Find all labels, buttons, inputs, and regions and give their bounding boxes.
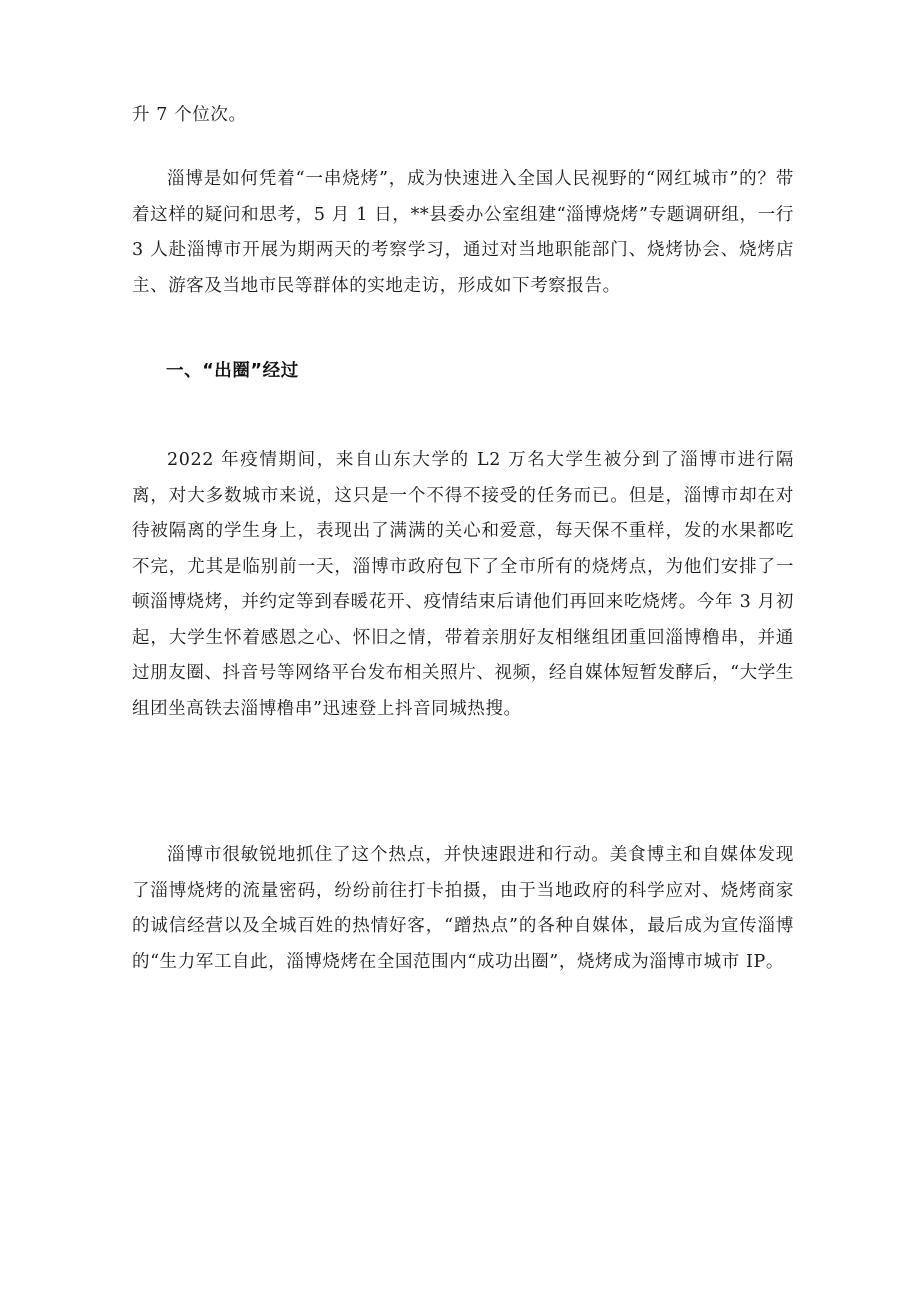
body-paragraph: 2022 年疫情期间，来自山东大学的 L2 万名大学生被分到了淄博市进行隔离，对大多数城市来说，这只是一个不得不接受的任务而已。但是，淄博市却在对待被隔离的学生身上，表现出了满满的关心和爱意，每天保不重样，发的水果都吃不完，尤其是临别前一天，淄博市政府包下了全市所有的烧烤点，为他们安排了一顿淄博烧烤，并约定等到春暖花开、疫情结束后请他们再回来吃烧烤。今年 3 月初起，大学生怀着感恩之心、怀旧之情，带着亲朋好友相继组团重回淄博橹串，并通过朋友圈、抖音号等网络平台发布相关照片、视频，经自媒体短暂发酵后，“大学生组团坐高铁去淄博橹串”迅速登上抖音同城热搜。 <box>132 450 794 719</box>
body-paragraph: 淄博市很敏锐地抓住了这个热点，并快速跟进和行动。美食博主和自媒体发现了淄博烧烤的流量密码，纷纷前往打卡拍摄，由于当地政府的科学应对、烧烤商家的诚信经营以及全城百姓的热情好客，“蹭热点”的各种自媒体，最后成为宣传淄博的“生力军工自此，淄博烧烤在全国范围内“成功出圈”，烧烤成为淄博市城市 IP。 <box>132 845 794 972</box>
continuation-line: 升 7 个位次。 <box>132 105 247 125</box>
intro-paragraph: 淄博是如何凭着“一串烧烤”，成为快速进入全国人民视野的“网红城市”的？带着这样的疑问和思考，5 月 1 日，**县委办公室组建“淄博烧烤”专题调研组，一行 3 人赴淄博市开展为期两天的考察学习，通过对当地职能部门、烧烤协会、烧烤店主、游客及当地市民等群体的实地走访，形成如下考察报告。 <box>132 169 794 296</box>
section-heading: 一、“出圈”经过 <box>166 361 299 381</box>
